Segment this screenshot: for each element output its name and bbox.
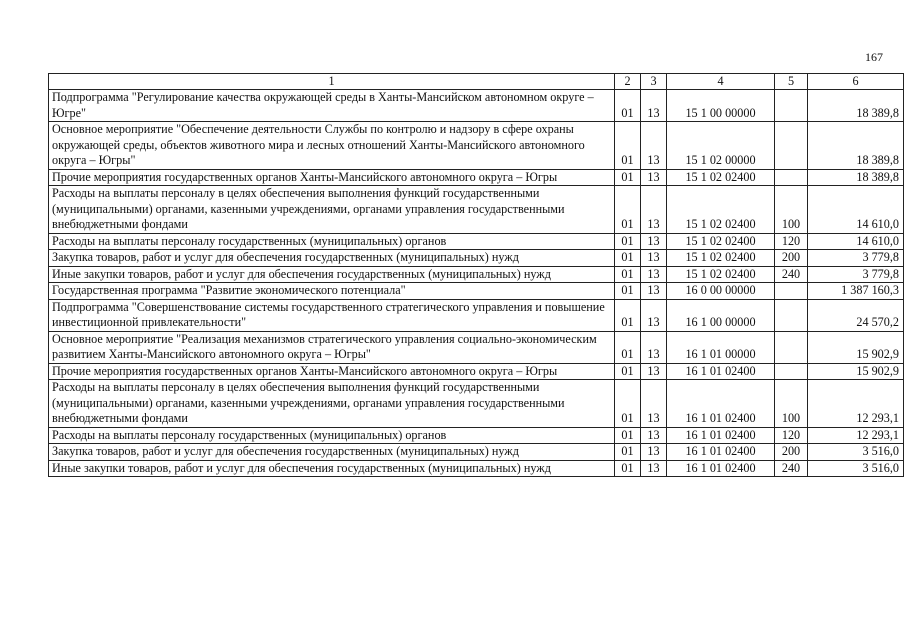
cell-c5 [775, 299, 808, 331]
cell-name: Закупка товаров, работ и услуг для обеспечения государственных (муниципальных) нужд [49, 250, 615, 267]
cell-c6: 3 516,0 [808, 444, 904, 461]
cell-c4: 16 1 01 02400 [667, 460, 775, 477]
cell-c4: 15 1 02 02400 [667, 169, 775, 186]
cell-c2: 01 [615, 331, 641, 363]
column-header: 3 [641, 74, 667, 90]
table-row [49, 363, 904, 380]
cell-c6: 3 779,8 [808, 250, 904, 267]
cell-c5: 240 [775, 266, 808, 283]
cell-c6: 18 389,8 [808, 90, 904, 122]
table-row [49, 186, 904, 234]
cell-c3: 13 [641, 122, 667, 170]
cell-c2: 01 [615, 250, 641, 267]
cell-name: Расходы на выплаты персоналу в целях обеспечения выполнения функций государственными (муниципальными) органами, казенными учреждениями, органами управления государственными внебюджетными фондами [49, 380, 615, 428]
cell-name: Основное мероприятие "Обеспечение деятельности Службы по контролю и надзору в сфере охраны окружающей среды, объектов животного мира и лесных отношений Ханты-Мансийского автономного округа – Югры" [49, 122, 615, 170]
cell-c3: 13 [641, 186, 667, 234]
cell-c3: 13 [641, 283, 667, 300]
cell-c6: 15 902,9 [808, 331, 904, 363]
cell-c3: 13 [641, 380, 667, 428]
cell-c5 [775, 90, 808, 122]
table-row [49, 460, 904, 477]
column-header: 1 [49, 74, 615, 90]
budget-table [48, 73, 904, 477]
cell-c5: 120 [775, 427, 808, 444]
cell-name: Расходы на выплаты персоналу государственных (муниципальных) органов [49, 427, 615, 444]
cell-c5: 120 [775, 233, 808, 250]
cell-c6: 3 516,0 [808, 460, 904, 477]
table-row [49, 427, 904, 444]
cell-name: Расходы на выплаты персоналу в целях обеспечения выполнения функций государственными (муниципальными) органами, казенными учреждениями, органами управления государственными внебюджетными фондами [49, 186, 615, 234]
cell-c3: 13 [641, 331, 667, 363]
cell-c6: 14 610,0 [808, 233, 904, 250]
cell-c2: 01 [615, 169, 641, 186]
cell-c3: 13 [641, 266, 667, 283]
cell-c4: 15 1 02 00000 [667, 122, 775, 170]
table-row [49, 250, 904, 267]
cell-c6: 1 387 160,3 [808, 283, 904, 300]
cell-c4: 16 1 01 02400 [667, 427, 775, 444]
cell-name: Прочие мероприятия государственных органов Ханты-Мансийского автономного округа – Югры [49, 169, 615, 186]
cell-name: Подпрограмма "Регулирование качества окружающей среды в Ханты-Мансийском автономном округе – Югре" [49, 90, 615, 122]
table-row [49, 122, 904, 170]
cell-c3: 13 [641, 250, 667, 267]
cell-c2: 01 [615, 90, 641, 122]
cell-name: Иные закупки товаров, работ и услуг для обеспечения государственных (муниципальных) нужд [49, 266, 615, 283]
cell-c5 [775, 331, 808, 363]
cell-c3: 13 [641, 427, 667, 444]
cell-name: Иные закупки товаров, работ и услуг для обеспечения государственных (муниципальных) нужд [49, 460, 615, 477]
cell-c4: 16 1 01 00000 [667, 331, 775, 363]
cell-c2: 01 [615, 122, 641, 170]
cell-c4: 15 1 02 02400 [667, 186, 775, 234]
cell-c2: 01 [615, 299, 641, 331]
cell-c4: 16 1 01 02400 [667, 363, 775, 380]
header-row [49, 74, 904, 90]
cell-c2: 01 [615, 363, 641, 380]
cell-c2: 01 [615, 444, 641, 461]
cell-c5 [775, 169, 808, 186]
cell-c5: 240 [775, 460, 808, 477]
cell-name: Государственная программа "Развитие экономического потенциала" [49, 283, 615, 300]
column-header: 5 [775, 74, 808, 90]
table-row [49, 331, 904, 363]
page-number: 167 [865, 50, 883, 64]
cell-c4: 15 1 02 02400 [667, 233, 775, 250]
cell-c5 [775, 363, 808, 380]
cell-c2: 01 [615, 427, 641, 444]
column-header: 4 [667, 74, 775, 90]
cell-c6: 18 389,8 [808, 122, 904, 170]
cell-c4: 15 1 02 02400 [667, 266, 775, 283]
cell-c2: 01 [615, 283, 641, 300]
cell-c5: 100 [775, 380, 808, 428]
cell-c4: 15 1 00 00000 [667, 90, 775, 122]
cell-c4: 16 0 00 00000 [667, 283, 775, 300]
table-row [49, 283, 904, 300]
cell-c3: 13 [641, 363, 667, 380]
table-row [49, 444, 904, 461]
cell-name: Закупка товаров, работ и услуг для обеспечения государственных (муниципальных) нужд [49, 444, 615, 461]
cell-c4: 16 1 01 02400 [667, 380, 775, 428]
cell-c6: 14 610,0 [808, 186, 904, 234]
table-row [49, 90, 904, 122]
cell-c3: 13 [641, 169, 667, 186]
cell-c2: 01 [615, 233, 641, 250]
cell-name: Прочие мероприятия государственных органов Ханты-Мансийского автономного округа – Югры [49, 363, 615, 380]
table-row [49, 169, 904, 186]
cell-name: Подпрограмма "Совершенствование системы государственного стратегического управления и повышение инвестиционной привлекательности" [49, 299, 615, 331]
table-row [49, 380, 904, 428]
cell-name: Расходы на выплаты персоналу государственных (муниципальных) органов [49, 233, 615, 250]
cell-c3: 13 [641, 444, 667, 461]
cell-name: Основное мероприятие "Реализация механизмов стратегического управления социально-экономическим развитием Ханты-Мансийского автономного округа – Югры" [49, 331, 615, 363]
cell-c4: 15 1 02 02400 [667, 250, 775, 267]
cell-c6: 18 389,8 [808, 169, 904, 186]
cell-c6: 12 293,1 [808, 427, 904, 444]
cell-c3: 13 [641, 233, 667, 250]
cell-c6: 15 902,9 [808, 363, 904, 380]
cell-c6: 24 570,2 [808, 299, 904, 331]
cell-c6: 12 293,1 [808, 380, 904, 428]
cell-c3: 13 [641, 299, 667, 331]
cell-c2: 01 [615, 266, 641, 283]
cell-c5: 200 [775, 444, 808, 461]
cell-c6: 3 779,8 [808, 266, 904, 283]
cell-c4: 16 1 00 00000 [667, 299, 775, 331]
cell-c2: 01 [615, 380, 641, 428]
cell-c5: 100 [775, 186, 808, 234]
cell-c5: 200 [775, 250, 808, 267]
cell-c3: 13 [641, 90, 667, 122]
cell-c2: 01 [615, 186, 641, 234]
table-row [49, 233, 904, 250]
column-header: 6 [808, 74, 904, 90]
cell-c4: 16 1 01 02400 [667, 444, 775, 461]
cell-c5 [775, 283, 808, 300]
column-header: 2 [615, 74, 641, 90]
cell-c2: 01 [615, 460, 641, 477]
cell-c5 [775, 122, 808, 170]
table-row [49, 266, 904, 283]
table-row [49, 299, 904, 331]
cell-c3: 13 [641, 460, 667, 477]
